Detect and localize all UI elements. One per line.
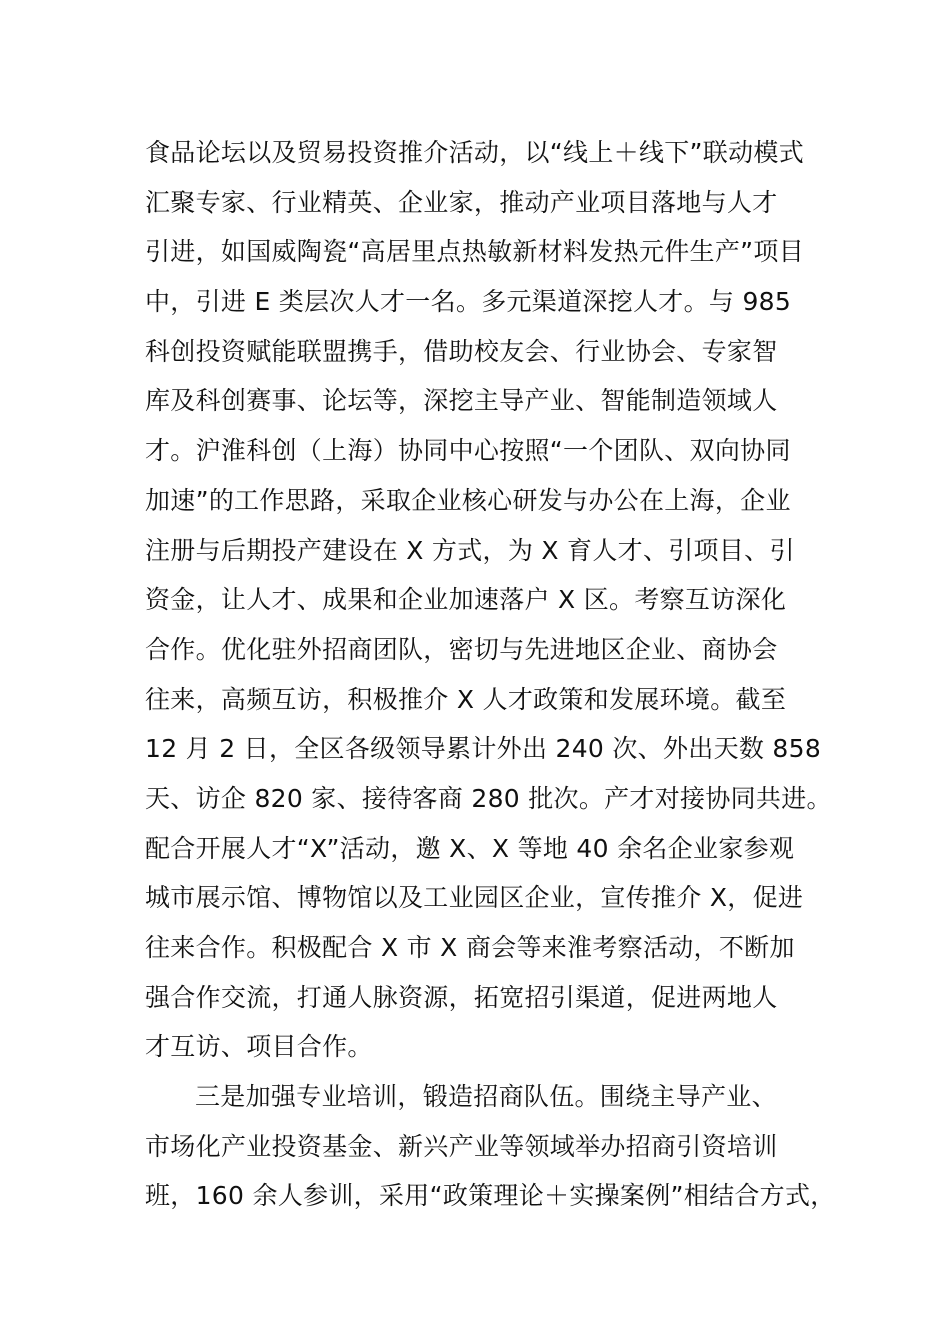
text-line: 才。沪淮科创（上海）协同中心按照“一个团队、双向协同	[145, 436, 791, 466]
text-line: 合作。优化驻外招商团队，密切与先进地区企业、商协会	[145, 634, 778, 664]
text-line: 汇聚专家、行业精英、企业家，推动产业项目落地与人才	[145, 187, 778, 217]
text-line: 往来合作。积极配合 X 市 X 商会等来淮考察活动，不断加	[145, 933, 795, 962]
text-line: 食品论坛以及贸易投资推介活动，以“线上＋线下”联动模式	[145, 138, 805, 167]
text-line: 市场化产业投资基金、新兴产业等领域举办招商引资培训	[145, 1131, 778, 1161]
text-line: 配合开展人才“X”活动，邀 X、X 等地 40 余名企业家参观	[145, 833, 795, 863]
text-line: 往来，高频互访，积极推介 X 人才政策和发展环境。截至	[145, 684, 787, 714]
text-line: 科创投资赋能联盟携手，借助校友会、行业协会、专家智	[145, 336, 778, 366]
text-line: 强合作交流，打通人脉资源，拓宽招引渠道，促进两地人	[145, 982, 778, 1012]
text-line: 才互访、项目合作。	[145, 1032, 373, 1062]
text-line: 注册与后期投产建设在 X 方式，为 X 育人才、引项目、引	[145, 535, 795, 565]
text-line: 天、访企 820 家、接待客商 280 批次。产才对接协同共进。	[145, 783, 832, 813]
text-line: 引进，如国威陶瓷“高居里点热敏新材料发热元件生产”项目	[145, 237, 805, 267]
body-text	[145, 128, 836, 1221]
text-line: 资金，让人才、成果和企业加速落户 X 区。考察互访深化	[145, 585, 787, 615]
paragraph-start-line: 三是加强专业培训，锻造招商队伍。围绕主导产业、	[195, 1082, 777, 1112]
text-line: 班，160 余人参训，采用“政策理论＋实操案例”相结合方式，	[145, 1181, 836, 1211]
text-line: 城市展示馆、博物馆以及工业园区企业，宣传推介 X，促进	[145, 883, 804, 913]
text-line: 加速”的工作思路，采取企业核心研发与办公在上海，企业	[145, 485, 791, 515]
text-line: 12 月 2 日，全区各级领导累计外出 240 次、外出天数 858	[145, 734, 822, 764]
text-line: 库及科创赛事、论坛等，深挖主导产业、智能制造领域人	[145, 386, 778, 416]
text-line: 中，引进 E 类层次人才一名。多元渠道深挖人才。与 985	[145, 287, 792, 317]
